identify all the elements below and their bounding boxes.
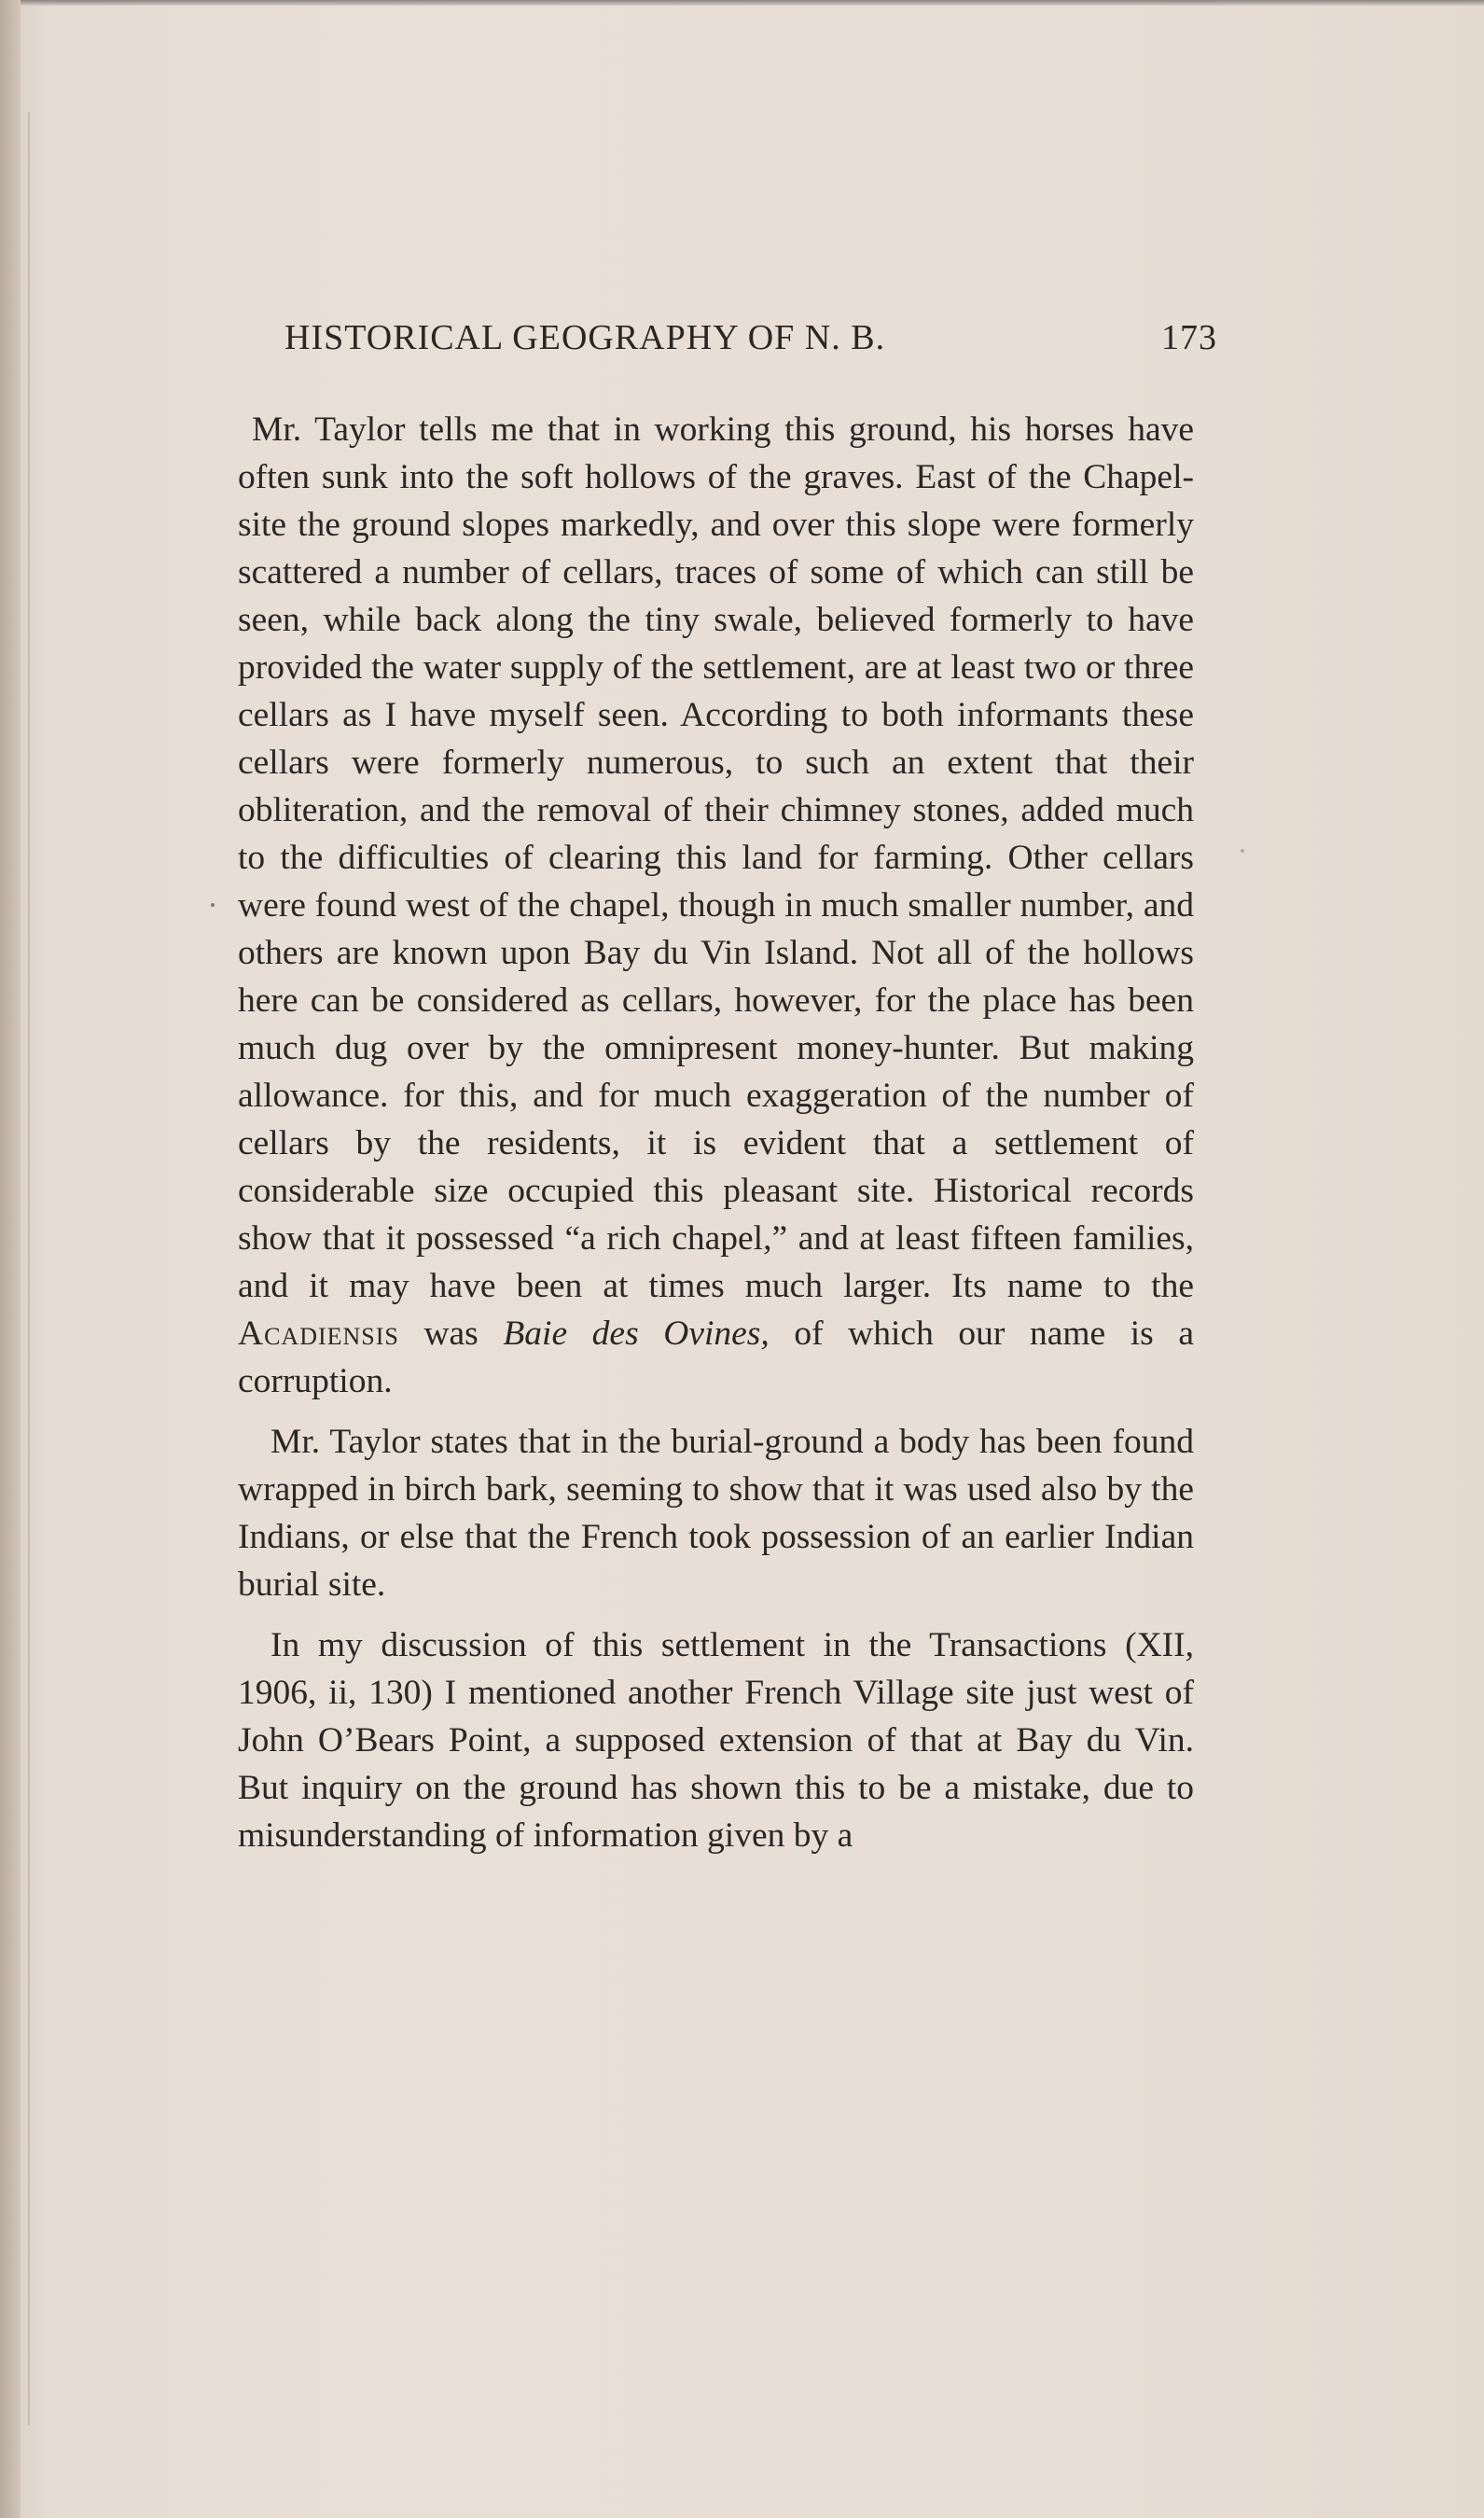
acadiensis-small-caps: Acadiensis: [238, 1315, 399, 1353]
page-gutter: [0, 0, 21, 2518]
gutter-shadow-line: [28, 112, 30, 2426]
paragraph-3: In my discussion of this settlement in the Transactions (XII, 1906, ii, 130) I mentioned another French Village site just west of John O’Bears Point, a supposed extension of that at Bay du Vin. But inquiry on the ground has shown this to be a mistake, due to misunderstanding of information given by a: [238, 1626, 1194, 1855]
french-place-name: Baie des Ovines,: [503, 1315, 770, 1353]
running-head-title: HISTORICAL GEOGRAPHY OF N. B.: [284, 318, 886, 357]
running-head: [284, 317, 1217, 364]
paragraph-1: [238, 406, 1194, 1405]
paragraph-1-end: of which our name is a corruption.: [238, 1315, 1195, 1400]
paper-speck: [1241, 849, 1244, 853]
paragraph-1-was: was: [398, 1315, 504, 1353]
page-number: 173: [1161, 318, 1217, 357]
body-text: [238, 406, 1194, 1859]
paper-speck: [211, 903, 215, 907]
paragraph-2: Mr. Taylor states that in the burial-ground a body has been found wrapped in birch bark, seeming to show that it was used also by the Indians, or else that the French took possession of an earlier Indian burial site.: [238, 1423, 1194, 1604]
paragraph-1-text: Mr. Taylor tells me that in working this ground, his horses have often sunk into the soft hollows of the graves. East of the Chapel-site the ground slopes markedly, and over this slope were formerly scattered a number of cellars, traces of some of which can still be seen, while back along the tiny swale, believed formerly to have provided the water supply of the settlement, are at least two or three cellars as I have myself seen. According to both informants these cellars were formerly numerous, to such an extent that their obliteration, and the removal of their chimney stones, added much to the difficulties of clearing this land for farming. Other cellars were found west of the chapel, though in much smaller number, and others are known upon Bay du Vin Island. Not all of the hollows here can be considered as cellars, however, for the place has been much dug over by the omnipresent money-hunter. But making allowance. for this, and for much exaggeration of the number of cellars by the residents, it is evident that a settlement of considerable size occupied this pleasant site. Historical records show that it possessed “a rich chapel,” and at least fifteen families, and it may have been at times much larger. Its name to the: [238, 410, 1194, 1305]
page-top-edge: [0, 0, 1484, 6]
